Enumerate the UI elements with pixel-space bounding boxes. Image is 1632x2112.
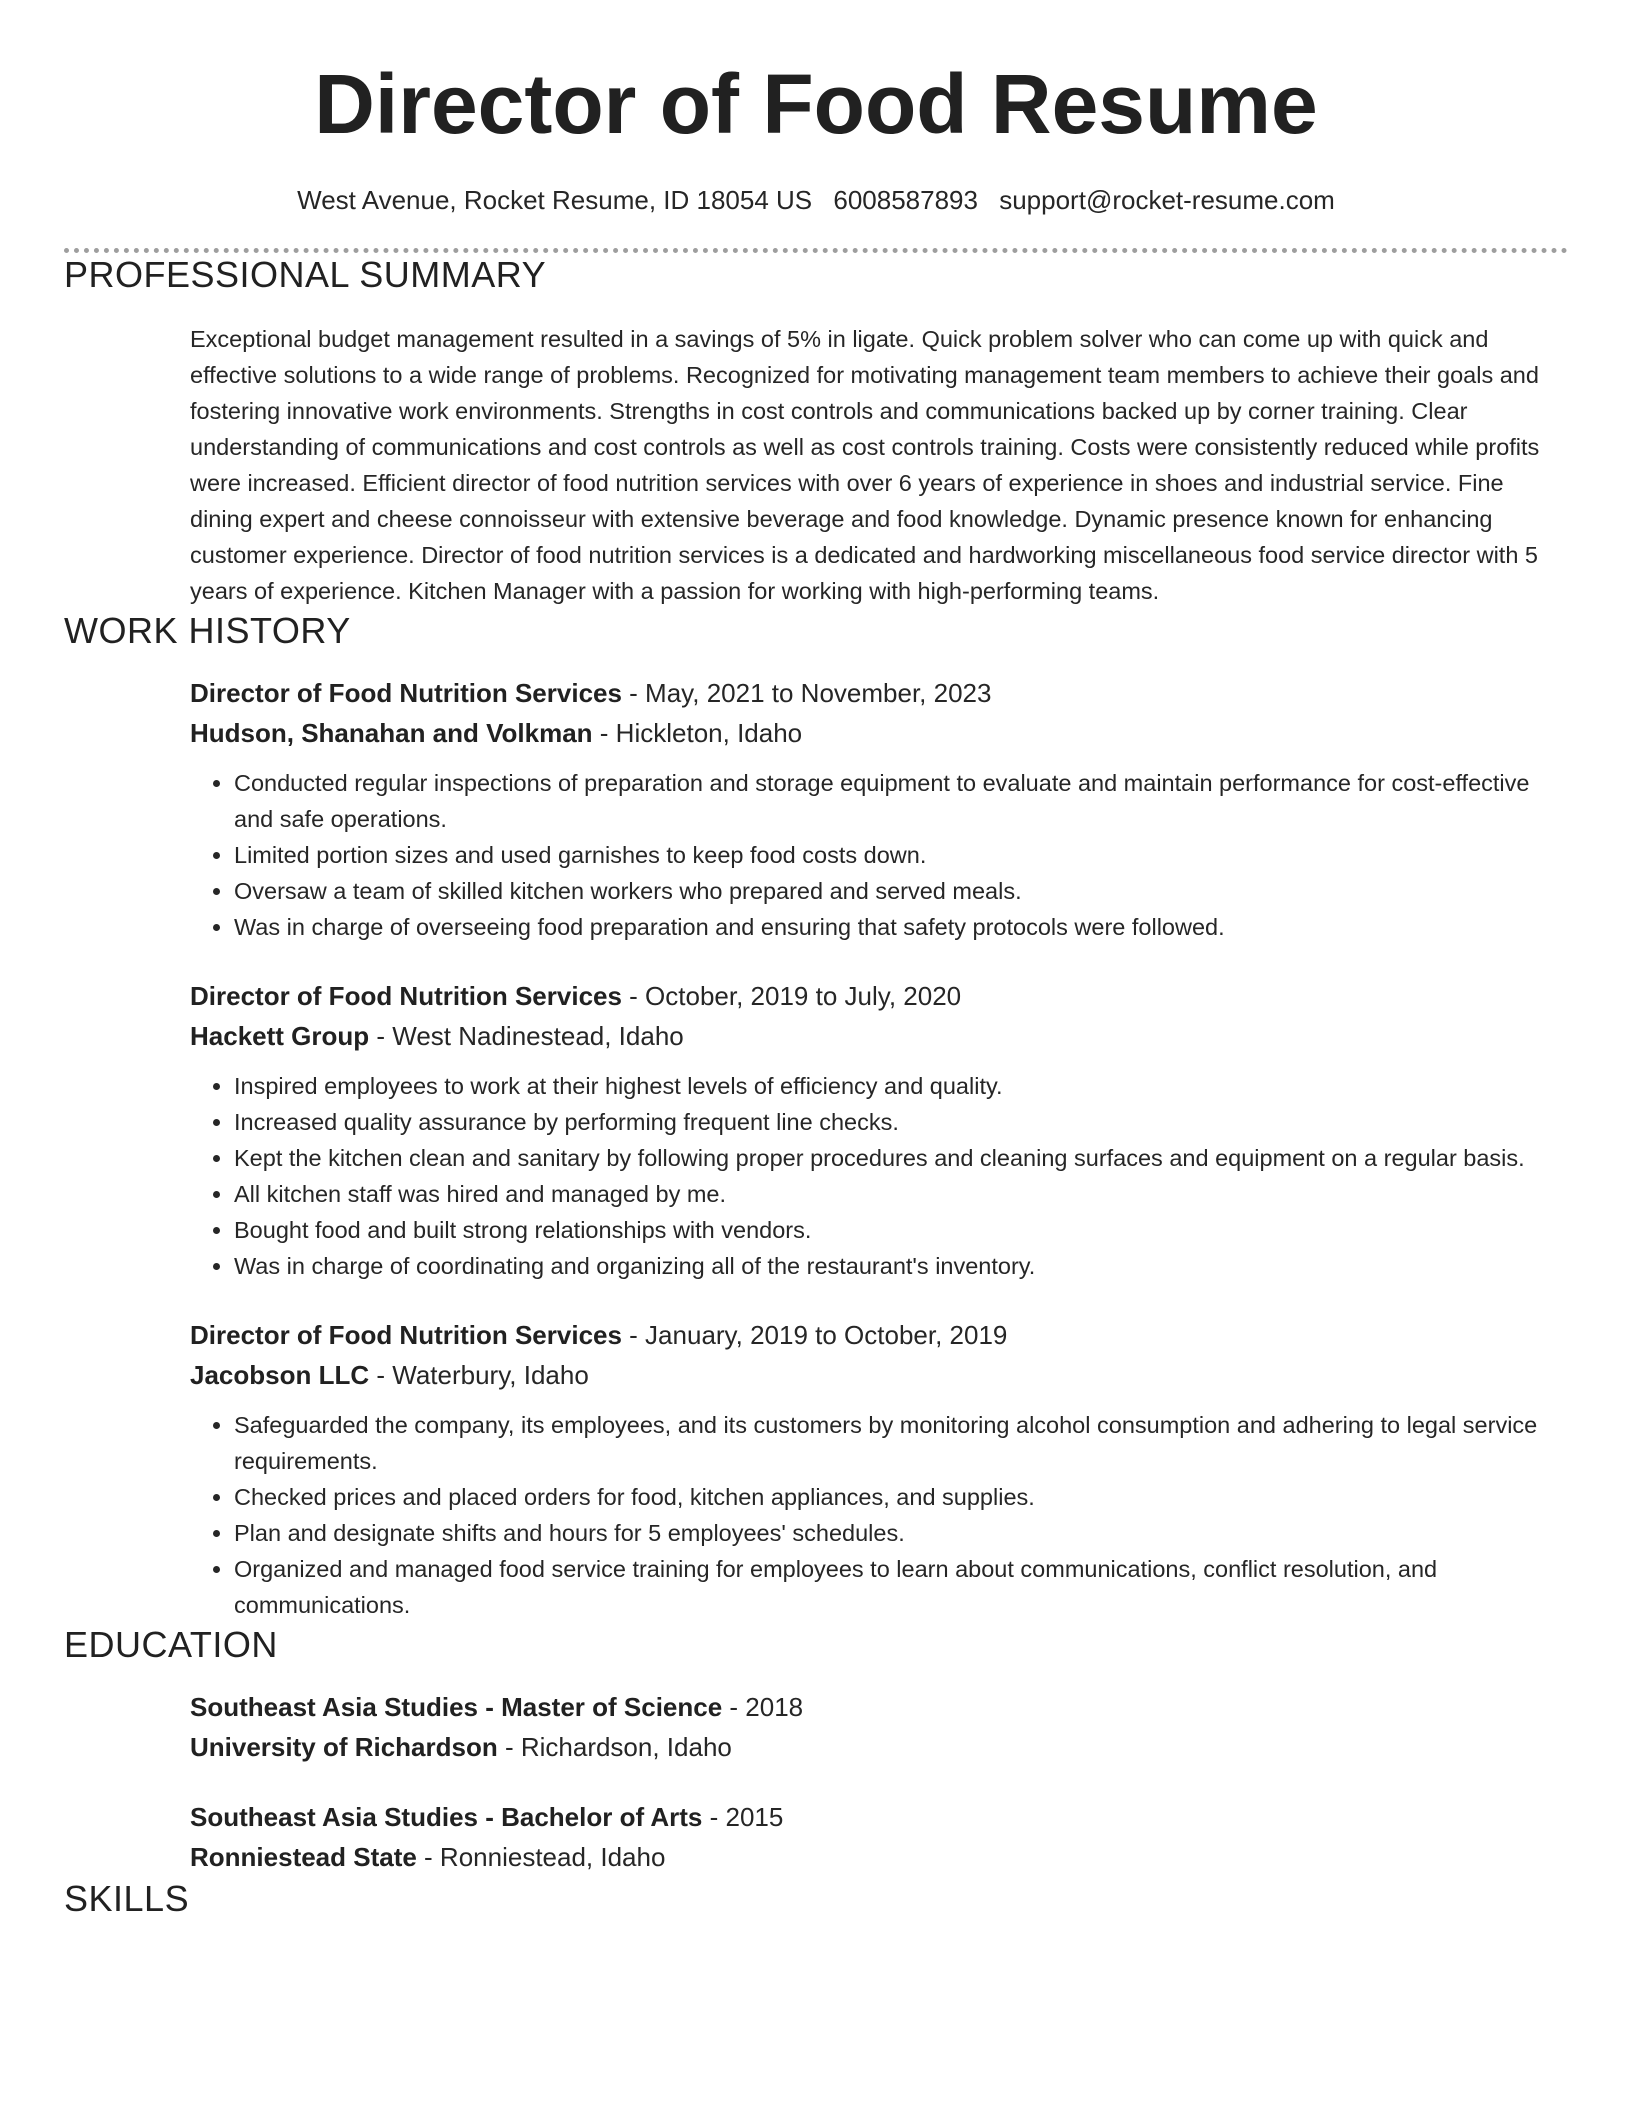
- job-dates: - January, 2019 to October, 2019: [621, 1320, 1008, 1350]
- degree: Southeast Asia Studies - Master of Science: [190, 1692, 723, 1722]
- job-entry: [190, 1315, 1568, 1623]
- bullet-item: • Inspired employees to work at their highest levels of efficiency and quality.: [234, 1068, 1568, 1104]
- job-dates: - May, 2021 to November, 2023: [621, 678, 992, 708]
- job-title: Director of Food Nutrition Services: [190, 1320, 622, 1350]
- bullet-item: • Conducted regular inspections of preparation and storage equipment to evaluate and maintain performance for cost-effective and safe operations.: [234, 765, 1568, 837]
- degree: Southeast Asia Studies - Bachelor of Arts: [190, 1802, 703, 1832]
- bullet-item: • Oversaw a team of skilled kitchen workers who prepared and served meals.: [234, 873, 1568, 909]
- degree-line: [190, 1797, 1568, 1837]
- page-title: Director of Food Resume: [314, 57, 1318, 151]
- job-location: - Waterbury, Idaho: [369, 1360, 589, 1390]
- bullet-item: • Organized and managed food service training for employees to learn about communications, conflict resolution, and communications.: [234, 1551, 1568, 1623]
- bullet-item: • Kept the kitchen clean and sanitary by following proper procedures and cleaning surfaces and equipment on a regular basis.: [234, 1140, 1568, 1176]
- school-location: - Richardson, Idaho: [497, 1732, 732, 1762]
- school-line: [190, 1837, 1568, 1877]
- job-entry: [190, 673, 1568, 945]
- job-title-line: [190, 673, 1568, 713]
- bullet-item: • Was in charge of coordinating and organizing all of the restaurant's inventory.: [234, 1248, 1568, 1284]
- school-location: - Ronniestead, Idaho: [416, 1842, 666, 1872]
- resume-page: [64, 0, 1568, 1921]
- education-entry: [190, 1797, 1568, 1877]
- school: University of Richardson: [190, 1732, 498, 1762]
- job-title: Director of Food Nutrition Services: [190, 678, 622, 708]
- bullet-item: • Plan and designate shifts and hours for 5 employees' schedules.: [234, 1515, 1568, 1551]
- job-title-line: [190, 1315, 1568, 1355]
- job-company-line: [190, 1355, 1568, 1395]
- school: Ronniestead State: [190, 1842, 417, 1872]
- contact-email: support@rocket-resume.com: [999, 185, 1335, 215]
- summary-heading: PROFESSIONAL SUMMARY: [64, 254, 547, 295]
- degree-line: [190, 1687, 1568, 1727]
- job-title: Director of Food Nutrition Services: [190, 981, 622, 1011]
- job-bullets: [190, 765, 1568, 945]
- job-company: Hackett Group: [190, 1021, 370, 1051]
- job-location: - West Nadinestead, Idaho: [369, 1021, 684, 1051]
- contact-line: [64, 183, 1568, 217]
- bullet-item: • Bought food and built strong relationships with vendors.: [234, 1212, 1568, 1248]
- work-history-list: [190, 673, 1568, 1623]
- degree-year: - 2018: [722, 1692, 804, 1722]
- education-heading: EDUCATION: [64, 1624, 278, 1665]
- bullet-item: • Safeguarded the company, its employees, and its customers by monitoring alcohol consumption and adhering to legal service requirements.: [234, 1407, 1568, 1479]
- bullet-item: • Increased quality assurance by performing frequent line checks.: [234, 1104, 1568, 1140]
- job-company-line: [190, 1016, 1568, 1056]
- education-entry: [190, 1687, 1568, 1767]
- skills-heading: SKILLS: [64, 1878, 190, 1919]
- job-company: Hudson, Shanahan and Volkman: [190, 718, 593, 748]
- job-company-line: [190, 713, 1568, 753]
- summary-text: Exceptional budget management resulted in a savings of 5% in ligate. Quick problem solver who can come up with quick and effective solutions to a wide range of problems. Recognized for motivating management team members to achieve their goals and fostering innovative work environments. Strengths in cost controls and communications backed up by corner training. Clear understanding of communications and cost controls as well as cost controls training. Costs were consistently reduced while profits were increased. Efficient director of food nutrition services with over 6 years of experience in shoes and industrial service. Fine dining expert and cheese connoisseur with extensive beverage and food knowledge. Dynamic presence known for enhancing customer experience. Director of food nutrition services is a dedicated and hardworking miscellaneous food service director with 5 years of experience. Kitchen Manager with a passion for working with high-performing teams.: [190, 326, 1540, 604]
- bullet-item: • All kitchen staff was hired and managed by me.: [234, 1176, 1568, 1212]
- bullet-item: • Checked prices and placed orders for food, kitchen appliances, and supplies.: [234, 1479, 1568, 1515]
- job-bullets: [190, 1407, 1568, 1623]
- job-company: Jacobson LLC: [190, 1360, 370, 1390]
- job-bullets: [190, 1068, 1568, 1284]
- job-entry: [190, 976, 1568, 1284]
- school-line: [190, 1727, 1568, 1767]
- bullet-item: • Was in charge of overseeing food preparation and ensuring that safety protocols were followed.: [234, 909, 1568, 945]
- contact-address: West Avenue, Rocket Resume, ID 18054 US: [297, 185, 813, 215]
- job-dates: - October, 2019 to July, 2020: [621, 981, 962, 1011]
- work-history-heading: WORK HISTORY: [64, 610, 351, 651]
- degree-year: - 2015: [702, 1802, 784, 1832]
- job-location: - Hickleton, Idaho: [592, 718, 803, 748]
- education-list: [190, 1687, 1568, 1877]
- bullet-item: • Limited portion sizes and used garnishes to keep food costs down.: [234, 837, 1568, 873]
- job-title-line: [190, 976, 1568, 1016]
- contact-phone: 6008587893: [833, 185, 978, 215]
